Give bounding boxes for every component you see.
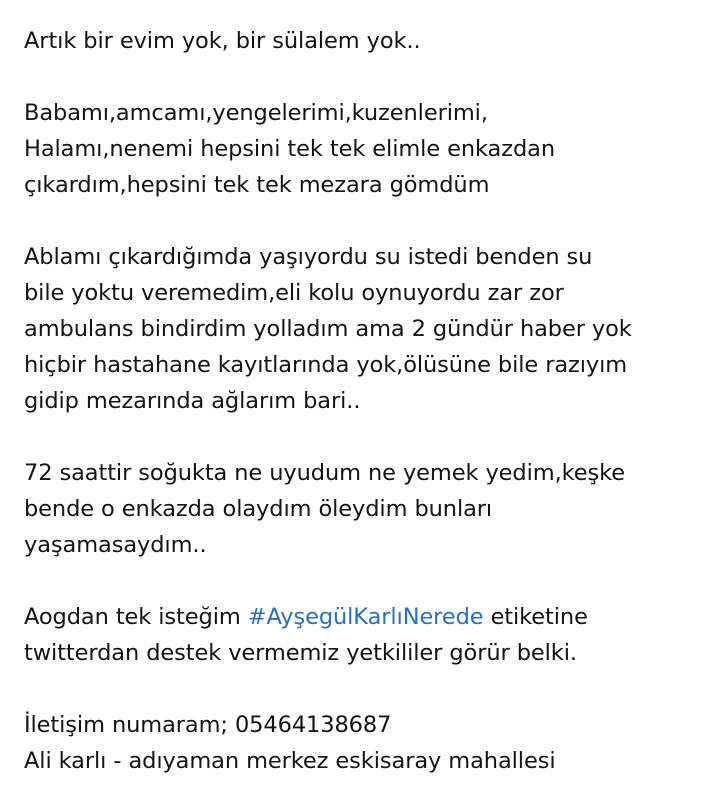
paragraph-request: [24, 599, 696, 671]
paragraph-intro: [24, 23, 696, 59]
text-line: İletişim numaram; 05464138687: [24, 712, 392, 738]
text-line: twitterdan destek vermemiz yetkililer görür belki.: [24, 640, 577, 666]
paragraph-contact: [24, 707, 696, 779]
text-line: ambulans bindirdim yolladım ama 2 gündür haber yok: [24, 316, 632, 342]
paragraph-sister: [24, 239, 696, 419]
text-line: yaşamasaydım..: [24, 532, 207, 558]
text-segment: etiketine: [483, 604, 588, 630]
text-line: Ablamı çıkardığımda yaşıyordu su istedi benden su: [24, 244, 593, 270]
hashtag-link[interactable]: #AyşegülKarlıNerede: [247, 604, 484, 630]
text-line: 72 saattir soğukta ne uyudum ne yemek yedim,keşke: [24, 460, 625, 486]
text-line: bende o enkazda olaydım öleydim bunları: [24, 496, 493, 522]
text-segment: Aogdan tek isteğim: [24, 604, 248, 630]
text-line: çıkardım,hepsini tek tek mezara gömdüm: [24, 172, 490, 198]
paragraph-family: [24, 95, 696, 203]
paragraph-cold: [24, 455, 696, 563]
text-line: gidip mezarında ağlarım bari..: [24, 388, 361, 414]
text-line: Babamı,amcamı,yengelerimi,kuzenlerimi,: [24, 100, 488, 126]
text-line: Ali karlı - adıyaman merkez eskisaray mahallesi: [24, 748, 556, 774]
text-line: bile yoktu veremedim,eli kolu oynuyordu zar zor: [24, 280, 564, 306]
text-line: hiçbir hastahane kayıtlarında yok,ölüsüne bile razıyım: [24, 352, 628, 378]
text-line: [24, 599, 696, 635]
text-line: Halamı,nenemi hepsini tek tek elimle enkazdan: [24, 136, 555, 162]
text-line: Artık bir evim yok, bir sülalem yok..: [24, 28, 421, 54]
